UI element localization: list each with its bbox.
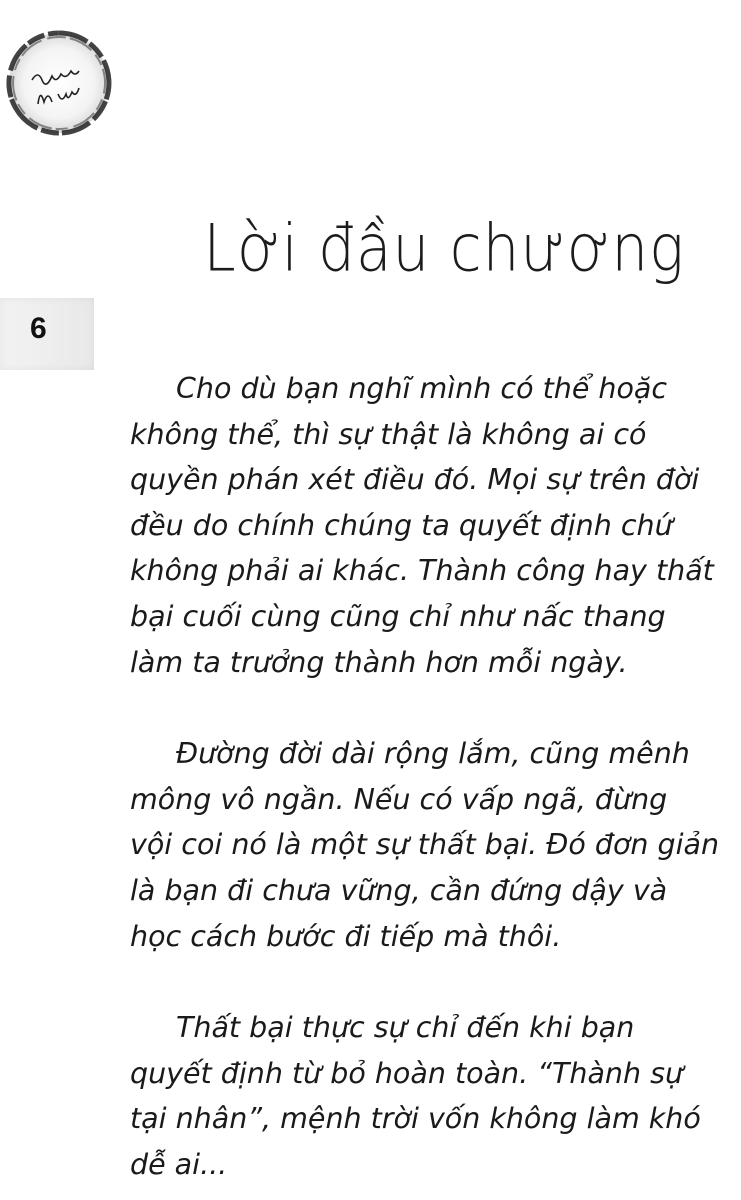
paragraph-2	[130, 731, 720, 959]
page-number: 6	[30, 312, 47, 345]
page-number-tab	[0, 298, 94, 370]
body-text	[130, 366, 720, 1188]
text-line: học cách bước đi tiếp mà thôi.	[130, 919, 562, 953]
seal-logo-icon	[4, 28, 114, 138]
text-line: tại nhân”, mệnh trời vốn không làm khó	[130, 1102, 701, 1136]
text-line: không phải ai khác. Thành công hay thất	[130, 554, 714, 588]
text-line: Cho dù bạn nghĩ mình có thể hoặc	[176, 372, 668, 405]
text-line: bại cuối cùng cũng chỉ như nấc thang	[130, 599, 666, 633]
text-line: đều do chính chúng ta quyết định chứ	[130, 508, 673, 542]
text-line: không thể, thì sự thật là không ai có	[130, 417, 647, 451]
text-line: Thất bại thực sự chỉ đến khi bạn	[176, 1011, 635, 1045]
text-line: quyền phán xét điều đó. Mọi sự trên đời	[130, 463, 700, 497]
paragraph-1	[130, 366, 714, 685]
text-line: dễ ai...	[130, 1147, 228, 1181]
text-line: vội coi nó là một sự thất bại. Đó đơn giản	[130, 828, 720, 862]
seal-logo	[4, 28, 114, 138]
text-line: quyết định từ bỏ hoàn toàn. “Thành sự	[130, 1056, 684, 1090]
paragraph-3	[130, 1005, 701, 1187]
text-line: là bạn đi chưa vững, cần đứng dậy và	[130, 873, 668, 907]
text-line: mông vô ngần. Nếu có vấp ngã, đừng	[130, 782, 668, 816]
text-line: Đường đời dài rộng lắm, cũng mênh	[176, 737, 690, 771]
chapter-title: Lời đầu chương	[203, 210, 685, 287]
text-line: làm ta trưởng thành hơn mỗi ngày.	[130, 645, 628, 679]
